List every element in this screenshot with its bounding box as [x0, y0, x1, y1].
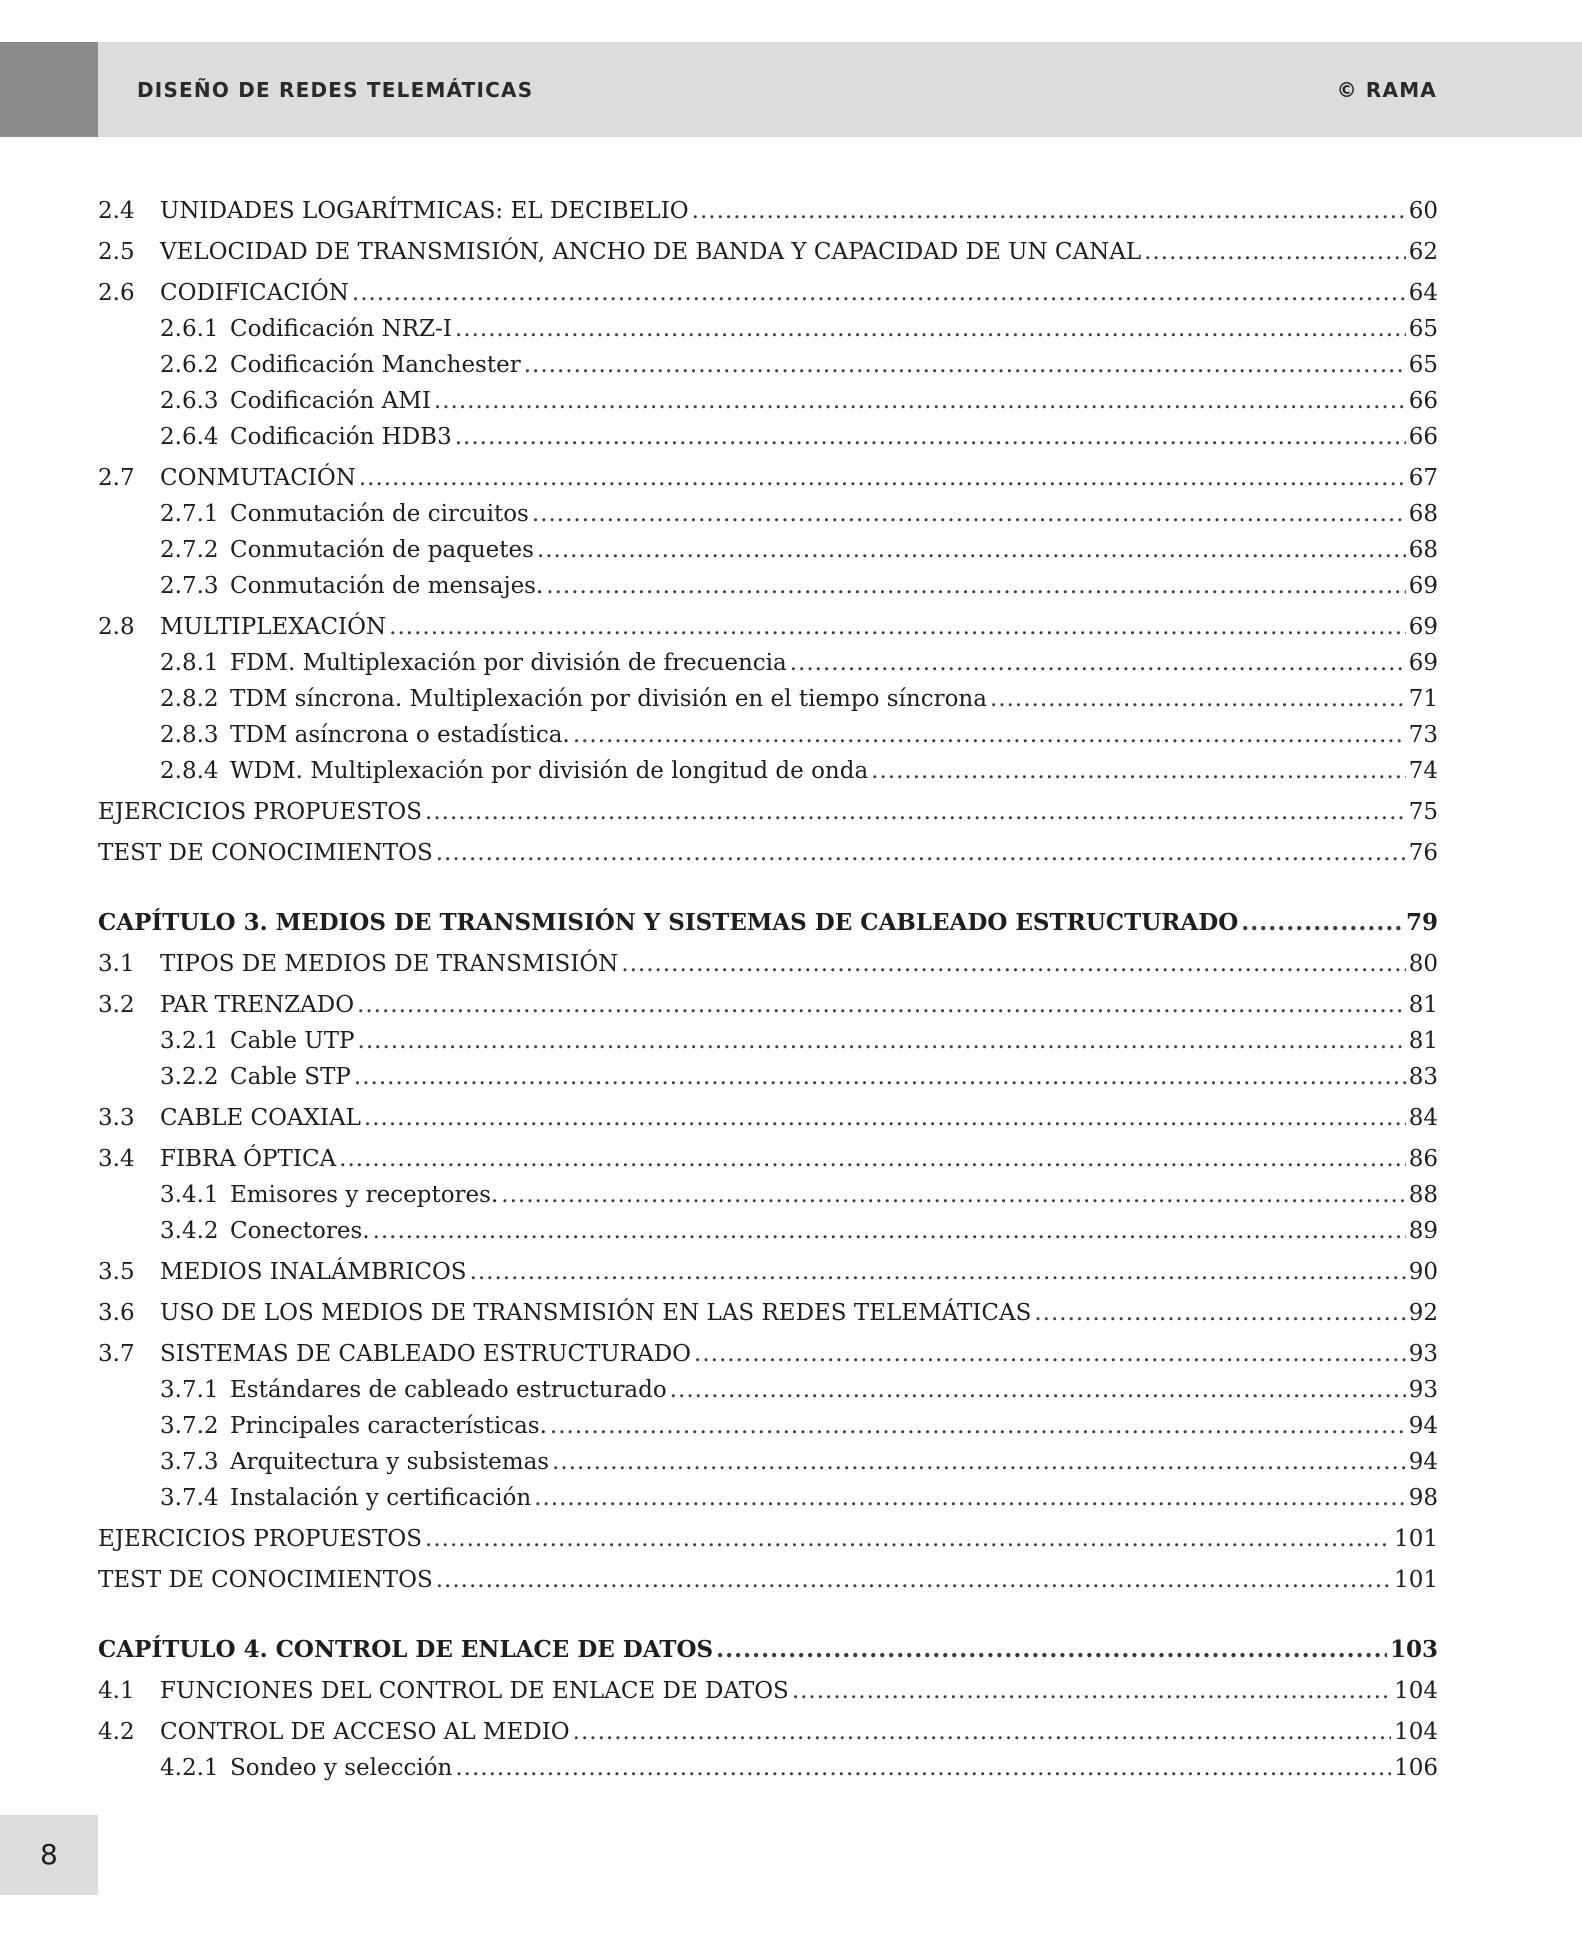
toc-entry-title: MULTIPLEXACIÓN — [160, 614, 387, 640]
toc-entry-title: FIBRA ÓPTICA — [160, 1146, 337, 1172]
toc-section-entry — [98, 1254, 1438, 1290]
toc-entry-number: 3.7.1 — [160, 1377, 219, 1403]
toc-entry-title: Conmutación de paquetes — [230, 537, 534, 563]
toc-entry-page: 92 — [1408, 1300, 1438, 1326]
toc-dot-leader — [550, 1408, 1406, 1444]
toc-dot-leader — [455, 1750, 1391, 1786]
toc-entry-page: 93 — [1408, 1377, 1438, 1403]
toc-entry-page: 106 — [1394, 1755, 1438, 1781]
toc-entry-number: 3.2.1 — [160, 1028, 219, 1054]
toc-section-entry — [98, 609, 1438, 645]
toc-subsection-entry — [98, 496, 1438, 532]
toc-section-entry — [98, 1336, 1438, 1372]
toc-entry-page: 69 — [1408, 614, 1438, 640]
toc-entry-title: Arquitectura y subsistemas — [230, 1449, 550, 1475]
toc-entry-number: 4.1 — [98, 1678, 135, 1704]
toc-subsection-entry — [98, 532, 1438, 568]
toc-entry-title: TEST DE CONOCIMIENTOS — [98, 1567, 433, 1593]
toc-entry-page: 93 — [1408, 1341, 1438, 1367]
toc-entry-title: Codificación AMI — [230, 388, 431, 414]
toc-entry-number: 4.2.1 — [160, 1755, 219, 1781]
toc-entry-page: 69 — [1408, 573, 1438, 599]
toc-dot-leader — [537, 532, 1406, 568]
toc-entry-page: 81 — [1408, 992, 1438, 1018]
toc-subsection-entry — [98, 1213, 1438, 1249]
toc-dot-leader — [364, 1100, 1406, 1136]
toc-entry-page: 64 — [1408, 280, 1438, 306]
toc-entry-page: 101 — [1394, 1526, 1438, 1552]
toc-entry-title: EJERCICIOS PROPUESTOS — [98, 799, 423, 825]
toc-entry-number: 3.4.2 — [160, 1218, 219, 1244]
toc-entry-page: 65 — [1408, 316, 1438, 342]
toc-entry-page: 62 — [1408, 239, 1438, 265]
toc-entry-number: 3.7.3 — [160, 1449, 219, 1475]
toc-entry-page: 84 — [1408, 1105, 1438, 1131]
toc-dot-leader — [990, 681, 1406, 717]
toc-entry-title: CAPÍTULO 3. MEDIOS DE TRANSMISIÓN Y SISTEMAS DE CABLEADO ESTRUCTURADO — [98, 909, 1239, 936]
toc-entry-title: USO DE LOS MEDIOS DE TRANSMISIÓN EN LAS REDES TELEMÁTICAS — [160, 1300, 1032, 1326]
toc-entry-number: 2.4 — [98, 198, 135, 224]
toc-section-entry — [98, 794, 1438, 830]
toc-section-entry — [98, 1295, 1438, 1331]
table-of-contents — [98, 193, 1438, 1786]
toc-dot-leader — [389, 609, 1406, 645]
toc-subsection-entry — [98, 347, 1438, 383]
toc-entry-title: WDM. Multiplexación por división de longitud de onda — [230, 758, 869, 784]
toc-subsection-entry — [98, 568, 1438, 604]
toc-dot-leader — [1144, 234, 1406, 270]
toc-entry-page: 83 — [1408, 1064, 1438, 1090]
toc-entry-number: 2.8.4 — [160, 758, 219, 784]
toc-subsection-entry — [98, 311, 1438, 347]
toc-section-entry — [98, 1714, 1438, 1750]
toc-dot-leader — [871, 753, 1406, 789]
toc-dot-leader — [436, 1562, 1391, 1598]
toc-entry-number: 2.7.1 — [160, 501, 219, 527]
toc-entry-title: Codificación Manchester — [230, 352, 521, 378]
toc-dot-leader — [552, 1444, 1406, 1480]
toc-section-entry — [98, 193, 1438, 229]
toc-entry-title: Conmutación de circuitos — [230, 501, 529, 527]
toc-entry-number: 2.5 — [98, 239, 135, 265]
toc-subsection-entry — [98, 717, 1438, 753]
toc-entry-title: CODIFICACIÓN — [160, 280, 349, 306]
toc-entry-page: 74 — [1408, 758, 1438, 784]
toc-entry-page: 94 — [1408, 1413, 1438, 1439]
toc-dot-leader — [716, 1632, 1387, 1668]
toc-dot-leader — [1034, 1295, 1405, 1331]
toc-entry-page: 80 — [1408, 951, 1438, 977]
toc-entry-title: Emisores y receptores. — [230, 1182, 499, 1208]
toc-section-entry — [98, 1562, 1438, 1598]
toc-dot-leader — [425, 1521, 1391, 1557]
toc-entry-page: 75 — [1408, 799, 1438, 825]
toc-entry-number: 2.6.2 — [160, 352, 219, 378]
toc-entry-title: CAPÍTULO 4. CONTROL DE ENLACE DE DATOS — [98, 1636, 714, 1663]
toc-entry-title: TDM síncrona. Multiplexación por división en el tiempo síncrona — [230, 686, 987, 712]
toc-dot-leader — [621, 946, 1405, 982]
toc-entry-number: 2.8 — [98, 614, 135, 640]
toc-subsection-entry — [98, 419, 1438, 455]
toc-entry-title: Sondeo y selección — [230, 1755, 453, 1781]
toc-entry-title: CABLE COAXIAL — [160, 1105, 361, 1131]
toc-entry-number: 2.7 — [98, 465, 135, 491]
toc-dot-leader — [354, 1059, 1406, 1095]
toc-dot-leader — [352, 275, 1406, 311]
toc-entry-number: 3.4.1 — [160, 1182, 219, 1208]
toc-entry-page: 88 — [1408, 1182, 1438, 1208]
toc-entry-number: 3.2 — [98, 992, 135, 1018]
toc-dot-leader — [692, 193, 1406, 229]
toc-dot-leader — [470, 1254, 1406, 1290]
toc-dot-leader — [532, 496, 1406, 532]
toc-subsection-entry — [98, 1177, 1438, 1213]
toc-entry-number: 3.5 — [98, 1259, 135, 1285]
toc-entry-title: Cable UTP — [230, 1028, 355, 1054]
toc-entry-title: FDM. Multiplexación por división de frecuencia — [230, 650, 787, 676]
toc-dot-leader — [436, 835, 1406, 871]
toc-entry-page: 71 — [1408, 686, 1438, 712]
toc-dot-leader — [524, 347, 1406, 383]
toc-entry-page: 98 — [1408, 1485, 1438, 1511]
toc-section-entry — [98, 234, 1438, 270]
toc-dot-leader — [373, 1213, 1406, 1249]
toc-subsection-entry — [98, 1750, 1438, 1786]
toc-dot-leader — [694, 1336, 1406, 1372]
toc-chapter-entry — [98, 1632, 1438, 1668]
toc-dot-leader — [670, 1372, 1406, 1408]
running-header-title: DISEÑO DE REDES TELEMÁTICAS — [137, 78, 534, 102]
toc-entry-number: 3.1 — [98, 951, 135, 977]
toc-entry-title: CONTROL DE ACCESO AL MEDIO — [160, 1719, 570, 1745]
toc-dot-leader — [573, 1714, 1391, 1750]
toc-entry-number: 2.7.3 — [160, 573, 219, 599]
toc-entry-page: 103 — [1389, 1636, 1438, 1663]
toc-dot-leader — [357, 987, 1406, 1023]
toc-subsection-entry — [98, 1480, 1438, 1516]
toc-entry-number: 3.3 — [98, 1105, 135, 1131]
toc-entry-title: Conectores. — [230, 1218, 370, 1244]
toc-entry-title: Instalación y certificación — [230, 1485, 532, 1511]
toc-entry-page: 76 — [1408, 840, 1438, 866]
toc-subsection-entry — [98, 1059, 1438, 1095]
toc-entry-number: 2.6.1 — [160, 316, 219, 342]
toc-section-entry — [98, 835, 1438, 871]
toc-entry-title: SISTEMAS DE CABLEADO ESTRUCTURADO — [160, 1341, 692, 1367]
toc-entry-title: UNIDADES LOGARÍTMICAS: EL DECIBELIO — [160, 198, 689, 224]
toc-chapter-entry — [98, 905, 1438, 941]
toc-entry-title: TIPOS DE MEDIOS DE TRANSMISIÓN — [160, 951, 619, 977]
toc-entry-page: 66 — [1408, 424, 1438, 450]
toc-entry-title: EJERCICIOS PROPUESTOS — [98, 1526, 423, 1552]
toc-entry-number: 2.8.3 — [160, 722, 219, 748]
toc-entry-page: 79 — [1405, 909, 1438, 936]
toc-entry-page: 90 — [1408, 1259, 1438, 1285]
toc-entry-number: 3.2.2 — [160, 1064, 219, 1090]
toc-entry-number: 4.2 — [98, 1719, 135, 1745]
toc-subsection-entry — [98, 645, 1438, 681]
toc-section-entry — [98, 946, 1438, 982]
toc-section-entry — [98, 275, 1438, 311]
toc-dot-leader — [792, 1673, 1391, 1709]
toc-entry-page: 69 — [1408, 650, 1438, 676]
toc-entry-page: 81 — [1408, 1028, 1438, 1054]
toc-entry-page: 104 — [1394, 1719, 1438, 1745]
toc-entry-page: 67 — [1408, 465, 1438, 491]
toc-entry-page: 104 — [1394, 1678, 1438, 1704]
toc-entry-page: 65 — [1408, 352, 1438, 378]
toc-section-entry — [98, 460, 1438, 496]
toc-entry-title: Principales características. — [230, 1413, 547, 1439]
toc-entry-number: 2.6.4 — [160, 424, 219, 450]
toc-entry-page: 60 — [1408, 198, 1438, 224]
toc-dot-leader — [339, 1141, 1406, 1177]
toc-section-entry — [98, 1673, 1438, 1709]
toc-entry-number: 3.4 — [98, 1146, 135, 1172]
toc-entry-number: 3.7.2 — [160, 1413, 219, 1439]
toc-entry-title: Codificación NRZ-I — [230, 316, 452, 342]
toc-entry-title: TDM asíncrona o estadística. — [230, 722, 570, 748]
toc-entry-number: 3.7.4 — [160, 1485, 219, 1511]
toc-entry-number: 2.8.2 — [160, 686, 219, 712]
toc-entry-title: PAR TRENZADO — [160, 992, 355, 1018]
toc-dot-leader — [434, 383, 1406, 419]
toc-entry-page: 68 — [1408, 537, 1438, 563]
toc-entry-page: 101 — [1394, 1567, 1438, 1593]
toc-dot-leader — [455, 311, 1406, 347]
toc-entry-title: Cable STP — [230, 1064, 351, 1090]
toc-entry-page: 89 — [1408, 1218, 1438, 1244]
toc-entry-title: CONMUTACIÓN — [160, 465, 356, 491]
toc-entry-number: 2.8.1 — [160, 650, 219, 676]
toc-dot-leader — [501, 1177, 1405, 1213]
toc-entry-number: 3.6 — [98, 1300, 135, 1326]
toc-entry-page: 73 — [1408, 722, 1438, 748]
toc-section-entry — [98, 1521, 1438, 1557]
toc-dot-leader — [455, 419, 1406, 455]
toc-entry-number: 3.7 — [98, 1341, 135, 1367]
toc-entry-number: 2.6 — [98, 280, 135, 306]
page-number: 8 — [40, 1838, 58, 1871]
toc-subsection-entry — [98, 1372, 1438, 1408]
toc-dot-leader — [425, 794, 1406, 830]
toc-dot-leader — [546, 568, 1405, 604]
header-corner-block — [0, 42, 98, 137]
toc-subsection-entry — [98, 1444, 1438, 1480]
toc-entry-title: VELOCIDAD DE TRANSMISIÓN, ANCHO DE BANDA Y CAPACIDAD DE UN CANAL — [160, 239, 1142, 265]
toc-dot-leader — [790, 645, 1406, 681]
toc-subsection-entry — [98, 383, 1438, 419]
toc-section-entry — [98, 1100, 1438, 1136]
toc-subsection-entry — [98, 753, 1438, 789]
toc-subsection-entry — [98, 681, 1438, 717]
toc-section-entry — [98, 1141, 1438, 1177]
toc-entry-title: Codificación HDB3 — [230, 424, 452, 450]
toc-entry-number: 2.6.3 — [160, 388, 219, 414]
toc-entry-page: 66 — [1408, 388, 1438, 414]
toc-dot-leader — [534, 1480, 1406, 1516]
toc-entry-page: 86 — [1408, 1146, 1438, 1172]
toc-subsection-entry — [98, 1408, 1438, 1444]
toc-entry-page: 68 — [1408, 501, 1438, 527]
toc-dot-leader — [1241, 905, 1403, 941]
toc-entry-title: TEST DE CONOCIMIENTOS — [98, 840, 433, 866]
toc-entry-title: Estándares de cableado estructurado — [230, 1377, 667, 1403]
toc-entry-number: 2.7.2 — [160, 537, 219, 563]
toc-entry-title: FUNCIONES DEL CONTROL DE ENLACE DE DATOS — [160, 1678, 789, 1704]
toc-dot-leader — [358, 1023, 1406, 1059]
toc-dot-leader — [573, 717, 1406, 753]
running-header-publisher: © RAMA — [1336, 78, 1437, 102]
toc-entry-title: MEDIOS INALÁMBRICOS — [160, 1259, 467, 1285]
toc-entry-title: Conmutación de mensajes. — [230, 573, 544, 599]
toc-section-entry — [98, 987, 1438, 1023]
toc-subsection-entry — [98, 1023, 1438, 1059]
toc-dot-leader — [359, 460, 1406, 496]
toc-entry-page: 94 — [1408, 1449, 1438, 1475]
